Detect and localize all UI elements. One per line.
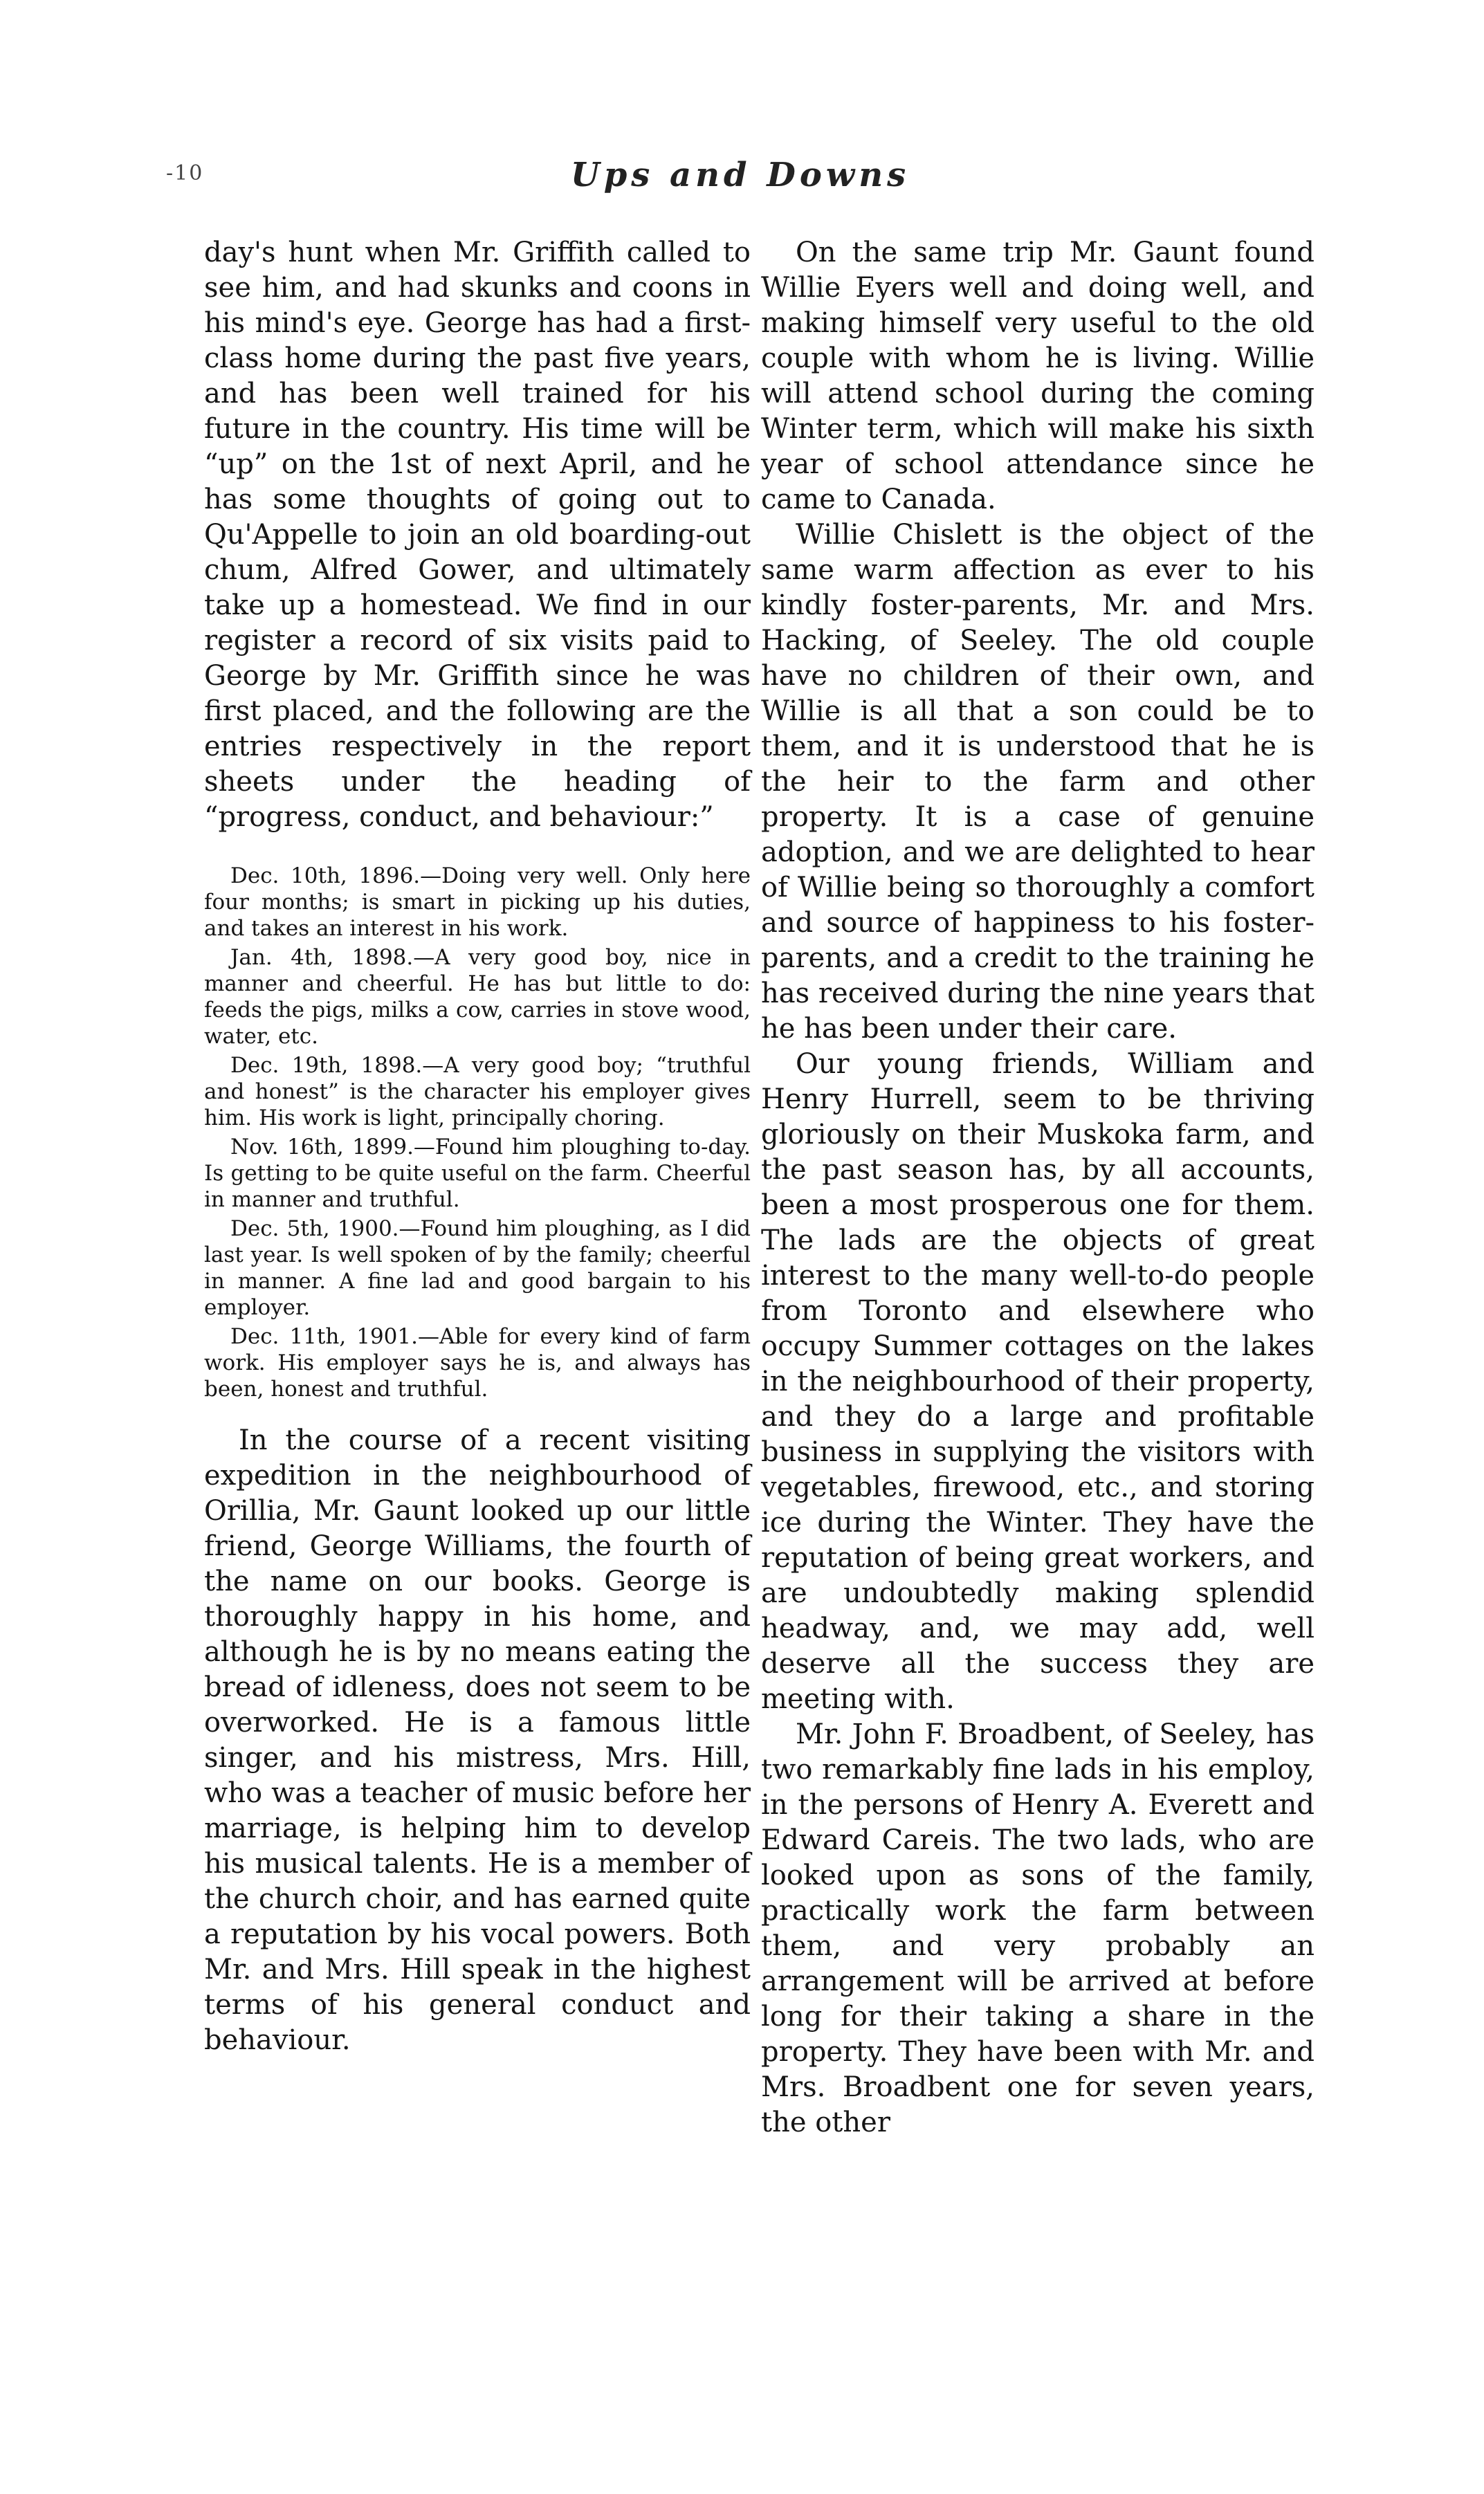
broadbent-paragraph: Mr. John F. Broadbent, of Seeley, has two remarkably fine lads in his employ, in the persons of Henry A. Everett and Edward Careis. The two lads, who are looked upon as sons of the family, practically work the farm between them, and very probably an arrangement will be arrived at before long for their taking a share in the property. They have been with Mr. and Mrs. Broadbent one for seven years, the other — [761, 1718, 1314, 2138]
willie-eyers-paragraph: On the same trip Mr. Gaunt found Willie Eyers well and doing well, and making himself very useful to the old couple with whom he is living. Willie will attend school during the coming Winter term, which will make his sixth year of school attendance since he came to Canada. — [761, 237, 1314, 515]
report-entries — [204, 863, 751, 1402]
report-entry: Dec. 10th, 1896.—Doing very well. Only here four months; is smart in picking up his duties, and takes an interest in his work. — [204, 863, 751, 941]
report-entry: Dec. 19th, 1898.—A very good boy; “truthful and honest” is the character his employer gives him. His work is light, principally choring. — [204, 1053, 751, 1130]
intro-paragraph: day's hunt when Mr. Griffith called to see him, and had skunks and coons in his mind's eye. George has had a first-class home during the past five years, and has been well trained for his future in the country. His time will be “up” on the 1st of next April, and he has some thoughts of going out to Qu'Appelle to join an old boarding-out chum, Alfred Gower, and ultimately take up a homestead. We find in our register a record of six visits paid to George by Mr. Griffith since he was first placed, and the following are the entries respectively in the report sheets under the heading of “progress, conduct, and behaviour:” — [204, 237, 751, 833]
report-entry: Nov. 16th, 1899.—Found him ploughing to-day. Is getting to be quite useful on the farm. Cheerful in manner and truthful. — [204, 1135, 751, 1212]
running-title: Ups and Downs — [570, 156, 910, 194]
left-column — [204, 235, 751, 2058]
report-entry: Dec. 5th, 1900.—Found him ploughing, as I did last year. Is well spoken of by the family; cheerful in manner. A fine lad and good bargain to his employer. — [204, 1216, 751, 1320]
george-williams-paragraph: In the course of a recent visiting expedition in the neighbourhood of Orillia, Mr. Gaunt looked up our little friend, George Williams, the fourth of the name on our books. George is thoroughly happy in his home, and although he is by no means eating the bread of idleness, does not seem to be overworked. He is a famous little singer, and his mistress, Mrs. Hill, who was a teacher of music before her marriage, is helping him to develop his musical talents. He is a member of the church choir, and has earned quite a reputation by his vocal powers. Both Mr. and Mrs. Hill speak in the highest terms of his general conduct and behaviour. — [204, 1424, 751, 2056]
willie-chislett-paragraph: Willie Chislett is the object of the same warm affection as ever to his kindly foster-parents, Mr. and Mrs. Hacking, of Seeley. The old couple have no children of their own, and Willie is all that a son could be to them, and it is understood that he is the heir to the farm and other property. It is a case of genuine adoption, and we are delighted to hear of Willie being so thoroughly a comfort and source of happiness to his foster-parents, and a credit to the training he has received during the nine years that he has been under their care. — [761, 519, 1314, 1045]
hurrell-brothers-paragraph: Our young friends, William and Henry Hurrell, seem to be thriving gloriously on their Muskoka farm, and the past season has, by all accounts, been a most prosperous one for them. The lads are the objects of great interest to the many well-to-do people from Toronto and elsewhere who occupy Summer cottages on the lakes in the neighbourhood of their property, and they do a large and profitable business in supplying the visitors with vegetables, firewood, etc., and storing ice during the Winter. They have the reputation of being great workers, and are undoubtedly making splendid headway, and, we may add, well deserve all the success they are meeting with. — [761, 1048, 1314, 1715]
page-number: -10 — [166, 161, 204, 185]
right-column — [761, 235, 1314, 2140]
report-entry: Jan. 4th, 1898.—A very good boy, nice in manner and cheerful. He has but little to do: feeds the pigs, milks a cow, carries in stove wood, water, etc. — [204, 945, 751, 1049]
report-entry: Dec. 11th, 1901.—Able for every kind of farm work. His employer says he is, and always has been, honest and truthful. — [204, 1324, 751, 1402]
page-header — [166, 156, 1314, 204]
